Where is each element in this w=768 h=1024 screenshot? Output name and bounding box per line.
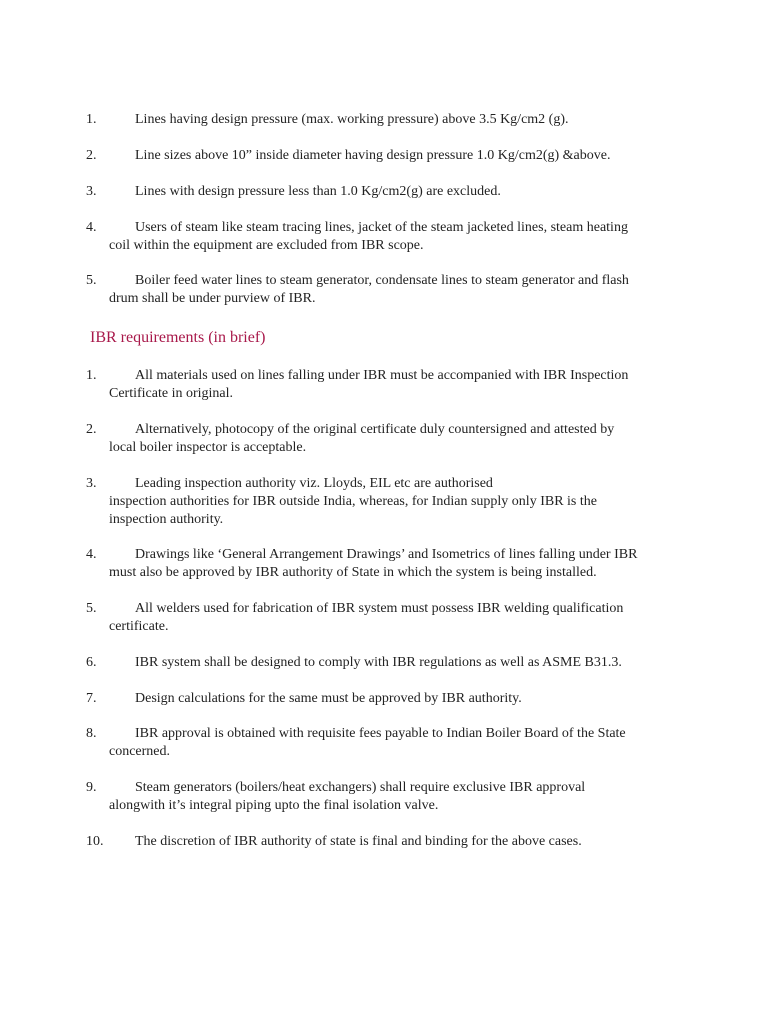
list-item-number: 3. bbox=[86, 184, 97, 199]
list-item-text bbox=[109, 272, 699, 308]
list-item-text bbox=[109, 111, 699, 129]
list-item-line: concerned. bbox=[109, 744, 171, 759]
list-item-line: Line sizes above 10” inside diameter having design pressure 1.0 Kg/cm2(g) &above. bbox=[135, 148, 611, 163]
list-item-line: Lines with design pressure less than 1.0 Kg/cm2(g) are excluded. bbox=[135, 184, 501, 199]
list-item-line: Boiler feed water lines to steam generator, condensate lines to steam generator and flash bbox=[135, 273, 629, 288]
list-item-number: 10. bbox=[86, 834, 104, 849]
list-item-text bbox=[109, 183, 699, 201]
list-item-number: 8. bbox=[86, 726, 97, 741]
list-item-number: 4. bbox=[86, 220, 97, 235]
list-item-line: Users of steam like steam tracing lines, jacket of the steam jacketed lines, steam heating bbox=[135, 220, 628, 235]
list-item-number: 4. bbox=[86, 547, 97, 562]
list-item-line: Certificate in original. bbox=[109, 386, 234, 401]
list-item-text bbox=[109, 654, 699, 672]
list-item-line: inspection authority. bbox=[109, 512, 224, 527]
list-item-number: 1. bbox=[86, 368, 97, 383]
list-item-text bbox=[109, 690, 699, 708]
list-item-number: 1. bbox=[86, 112, 97, 127]
list-item-line: must also be approved by IBR authority of State in which the system is being installed. bbox=[109, 565, 597, 580]
list-item-text bbox=[109, 833, 699, 851]
list-item-number: 6. bbox=[86, 655, 97, 670]
list-item-line: IBR approval is obtained with requisite fees payable to Indian Boiler Board of the State bbox=[135, 726, 626, 741]
list-item-text bbox=[109, 725, 699, 761]
list-item-line: alongwith it’s integral piping upto the final isolation valve. bbox=[109, 798, 439, 813]
list-item-line: Lines having design pressure (max. working pressure) above 3.5 Kg/cm2 (g). bbox=[135, 112, 569, 127]
list-item-number: 2. bbox=[86, 422, 97, 437]
list-item-line: All welders used for fabrication of IBR system must possess IBR welding qualification bbox=[135, 601, 624, 616]
list-item-number: 3. bbox=[86, 476, 97, 491]
list-item-text bbox=[109, 421, 699, 457]
list-item-text bbox=[109, 219, 699, 255]
list-item-text bbox=[109, 475, 699, 529]
list-item-line: certificate. bbox=[109, 619, 169, 634]
list-item-line: IBR system shall be designed to comply with IBR regulations as well as ASME B31.3. bbox=[135, 655, 622, 670]
list-item-text bbox=[109, 779, 699, 815]
list-item-line: Drawings like ‘General Arrangement Drawings’ and Isometrics of lines falling under IBR bbox=[135, 547, 638, 562]
list-item-number: 2. bbox=[86, 148, 97, 163]
list-item-line: drum shall be under purview of IBR. bbox=[109, 291, 316, 306]
list-item-text bbox=[109, 546, 699, 582]
list-item-number: 9. bbox=[86, 780, 97, 795]
list-item-line: coil within the equipment are excluded from IBR scope. bbox=[109, 238, 424, 253]
list-item-line: local boiler inspector is acceptable. bbox=[109, 440, 307, 455]
list-item-line: Leading inspection authority viz. Lloyds, EIL etc are authorised bbox=[135, 476, 493, 491]
list-item-line: The discretion of IBR authority of state is final and binding for the above cases. bbox=[135, 834, 582, 849]
list-item-line: Alternatively, photocopy of the original certificate duly countersigned and attested by bbox=[135, 422, 615, 437]
list-item-number: 5. bbox=[86, 601, 97, 616]
section-heading: IBR requirements (in brief) bbox=[90, 329, 266, 346]
list-item-number: 7. bbox=[86, 691, 97, 706]
list-item-line: inspection authorities for IBR outside India, whereas, for Indian supply only IBR is the bbox=[109, 494, 597, 509]
list-item-number: 5. bbox=[86, 273, 97, 288]
list-item-text bbox=[109, 600, 699, 636]
list-item-line: Design calculations for the same must be approved by IBR authority. bbox=[135, 691, 522, 706]
list-item-text bbox=[109, 147, 699, 165]
list-item-line: Steam generators (boilers/heat exchangers) shall require exclusive IBR approval bbox=[135, 780, 586, 795]
list-item-text bbox=[109, 367, 699, 403]
list-item-line: All materials used on lines falling under IBR must be accompanied with IBR Inspection bbox=[135, 368, 629, 383]
